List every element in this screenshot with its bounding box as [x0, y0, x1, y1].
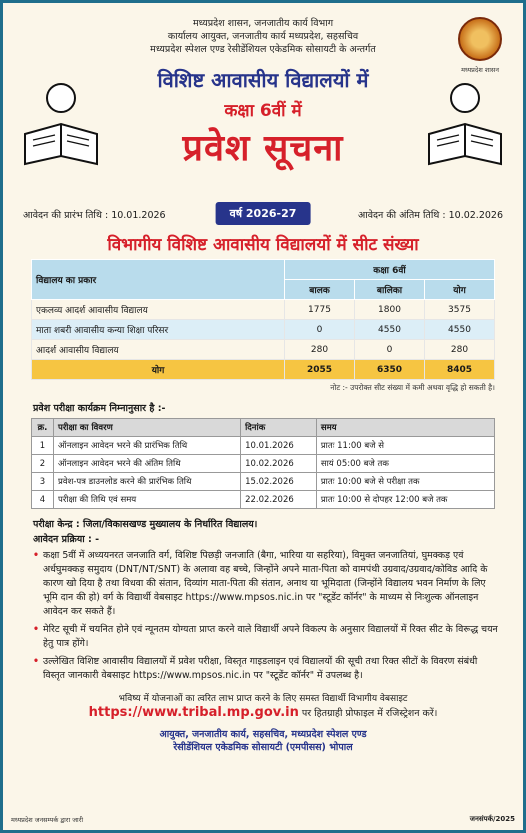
footer-url-suffix: पर हितग्राही प्रोफाइल में रजिस्ट्रेशन करें। [298, 708, 438, 719]
signatory-line-1: आयुक्त, जनजातीय कार्य, सहसचिव, मध्यप्रदेश स्पेशल एण्ड [159, 729, 367, 740]
application-dates [23, 202, 503, 228]
col-description: परीक्षा का विवरण [54, 419, 241, 437]
signatory-line-2: रेसीडेंशियल एकेडमिक सोसायटी (एमपीसस) भोपाल [173, 742, 353, 753]
header [3, 3, 523, 56]
boys-seats: 0 [285, 320, 355, 340]
table-row [32, 455, 495, 473]
col-girls: बालिका [355, 280, 425, 300]
publication-code: जनसंपर्क/2025 [469, 815, 515, 823]
banner-title-3: प्रवेश सूचना [182, 128, 344, 169]
header-line-3: मध्यप्रदेश स्पेशल एण्ड रेसीडेंशियल एकेडमिक सोसायटी के अन्तर्गत [150, 44, 376, 55]
time: प्रातः 10:00 बजे से परीक्षा तक [316, 473, 494, 491]
signatory [3, 728, 523, 754]
total-label: योग [32, 360, 285, 380]
footer-url-line [3, 705, 523, 720]
girls-total: 6350 [355, 360, 425, 380]
exam-centre: परीक्षा केन्द्र : जिला/विकासखण्ड मुख्यालय के निर्धारित विद्यालय। [33, 519, 258, 530]
date: 22.02.2026 [241, 491, 317, 509]
banner-title-2: कक्षा 6वीं में [224, 101, 302, 121]
girls-seats: 1800 [355, 300, 425, 320]
boys-seats: 280 [285, 340, 355, 360]
seat-table-title: विभागीय विशिष्ट आवासीय विद्यालयों में सीट संख्या [107, 235, 419, 255]
school-name: एकलव्य आदर्श आवासीय विद्यालय [32, 300, 285, 320]
serial: 1 [32, 437, 54, 455]
footer-note: भविष्य में योजनाओं का त्वरित लाभ प्राप्त करने के लिए समस्त विद्यार्थी विभागीय वेबसाइट [118, 694, 408, 704]
header-line-1: मध्यप्रदेश शासन, जनजातीय कार्य विभाग [192, 18, 334, 29]
table-row [32, 300, 495, 320]
procedure-heading: आवेदन प्रक्रिया : - [33, 534, 100, 545]
school-name: माता शबरी आवासीय कन्या शिक्षा परिसर [32, 320, 285, 340]
date: 10.02.2026 [241, 455, 317, 473]
seat-note: नोट :- उपरोक्त सीट संख्या में कमी अथवा वृद्धि हो सकती है। [330, 383, 495, 392]
time: सायं 05:00 बजे तक [316, 455, 494, 473]
total-seats: 3575 [425, 300, 495, 320]
title-banner [3, 62, 523, 202]
date: 10.01.2026 [241, 437, 317, 455]
date: 15.02.2026 [241, 473, 317, 491]
description: परीक्षा की तिथि एवं समय [54, 491, 241, 509]
col-time: समय [316, 419, 494, 437]
procedure-list [33, 549, 501, 683]
banner-title-1: विशिष्ट आवासीय विद्यालयों में [157, 68, 369, 92]
emblem-seal-icon [458, 17, 502, 61]
table-row [32, 320, 495, 340]
col-school-type: विद्यालय का प्रकार [32, 260, 285, 300]
start-date: आवेदन की प्रारंभ तिथि : 10.01.2026 [23, 210, 166, 221]
table-row [32, 340, 495, 360]
list-item: • उल्लेखित विशिष्ट आवासीय विद्यालयों में प्रवेश परीक्षा, विस्तृत गाइडलाइन एवं विद्यालयों की सूची तथा रिक्त सीटों के विवरण संबंधी विस्तृत जानकारी वेबसाइट https://www.mpsos.nic.in पर "स्टूडेंट कॉर्नर" में उपलब्ध है। [33, 655, 501, 683]
col-serial: क्र. [32, 419, 54, 437]
tribal-website-link[interactable]: https://www.tribal.mp.gov.in [88, 705, 299, 720]
col-class: कक्षा 6वीं [285, 260, 495, 280]
list-item: • कक्षा 5वीं में अध्ययनरत जनजाति वर्ग, विशिष्ट पिछड़ी जनजाति (बैगा, भारिया या सहरिया), विमुक्त जनजातियां, घुमक्कड़ एवं अर्धघुमक्कड़ समुदाय (DNT/NT/SNT) के अलावा वह बच्चे, जिन्होंने अपने माता-पिता को वामपंथी उग्रवाद/उग्रवाद/कोविड आदि के कारण खो दिया है तथा विधवा की संतान, दिव्यांग माता-पिता की संतान, अनाथ या भूमिदाता (जिन्होंने विद्यालय भवन निर्माण के लिए भूमि दान की हो) वर्ग के विद्यार्थी वेबसाइट https://www.mpsos.nic.in पर "स्टूडेंट कॉर्नर" के माध्यम से निःशुल्क ऑनलाइन आवेदन कर सकते हैं। [33, 549, 501, 619]
description: प्रवेश-पत्र डाउनलोड करने की प्रारंभिक तिथि [54, 473, 241, 491]
table-row [32, 491, 495, 509]
serial: 3 [32, 473, 54, 491]
boys-seats: 1775 [285, 300, 355, 320]
serial: 2 [32, 455, 54, 473]
header-line-2: कार्यालय आयुक्त, जनजातीय कार्य मध्यप्रदेश, सहसचिव [167, 31, 359, 42]
session-year-badge: वर्ष 2026-27 [216, 202, 311, 225]
col-total: योग [425, 280, 495, 300]
boys-total: 2055 [285, 360, 355, 380]
col-boys: बालक [285, 280, 355, 300]
time: प्रातः 10:00 से दोपहर 12:00 बजे तक [316, 491, 494, 509]
list-item: • मेरिट सूची में चयनित होने एवं न्यूनतम योग्यता प्राप्त करने वाले विद्यार्थी अपने विकल्प के अनुसार विद्यालयों में रिक्त सीट के विरूद्ध चयन हेतु पात्र होंगे। [33, 623, 501, 651]
col-date: दिनांक [241, 419, 317, 437]
school-name: आदर्श आवासीय विद्यालय [32, 340, 285, 360]
description: ऑनलाइन आवेदन भरने की प्रारंभिक तिथि [54, 437, 241, 455]
serial: 4 [32, 491, 54, 509]
girls-seats: 4550 [355, 320, 425, 340]
exam-schedule-heading: प्रवेश परीक्षा कार्यक्रम निम्नानुसार है :- [33, 403, 166, 414]
time: प्रातः 11:00 बजे से [316, 437, 494, 455]
girls-seats: 0 [355, 340, 425, 360]
seat-table [31, 259, 495, 380]
exam-schedule-table [31, 418, 495, 509]
issuer-credit: मध्यप्रदेश जनसम्पर्क द्वारा जारी [11, 816, 84, 824]
grand-total: 8405 [425, 360, 495, 380]
total-seats: 280 [425, 340, 495, 360]
total-row [32, 360, 495, 380]
table-row [32, 437, 495, 455]
table-row [32, 473, 495, 491]
total-seats: 4550 [425, 320, 495, 340]
description: ऑनलाइन आवेदन भरने की अंतिम तिथि [54, 455, 241, 473]
emblem-caption: मध्यप्रदेश शासन [461, 66, 499, 74]
end-date: आवेदन की अंतिम तिथि : 10.02.2026 [358, 210, 503, 221]
